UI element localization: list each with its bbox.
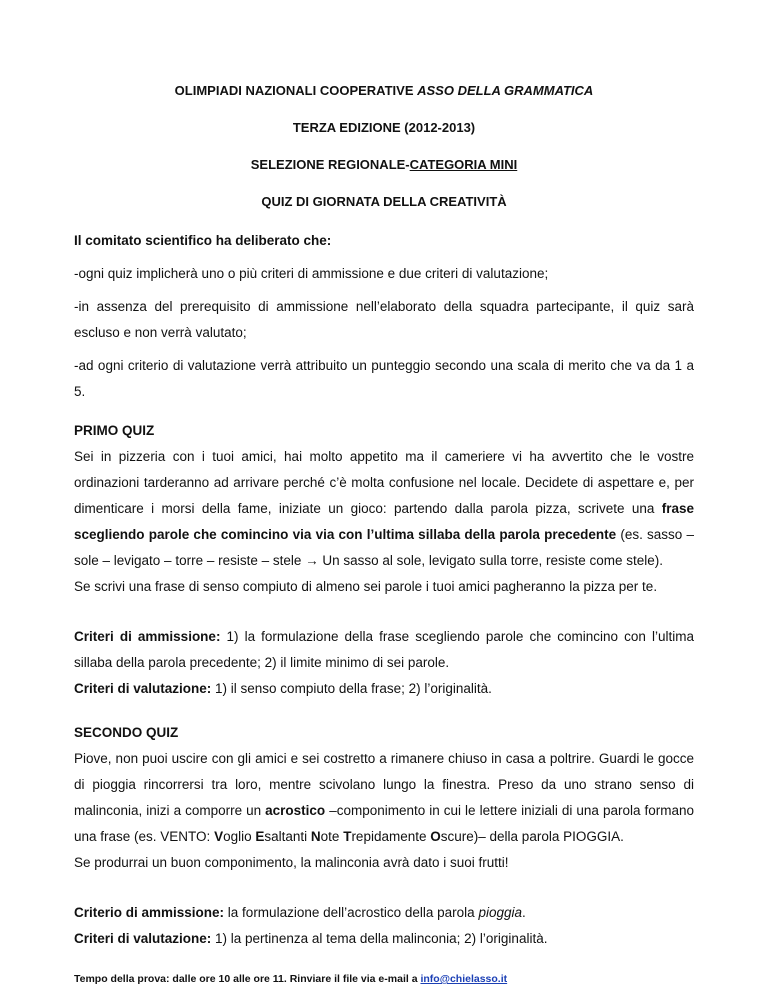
- acrostic-rest: ote: [320, 829, 344, 844]
- acrostic-cap: O: [430, 829, 441, 844]
- acrostic-cap: N: [310, 829, 321, 844]
- acrostic-rest: saltanti: [264, 829, 311, 844]
- quiz1-text-example: (es. sasso – sole – levigato – torre – resiste – stele → Un sasso al sole, levigato sulla torre, resiste come stele).: [74, 527, 695, 568]
- quiz2-admission-label: Criterio di ammissione:: [74, 905, 225, 920]
- quiz1-admission-label: Criteri di ammissione:: [74, 629, 221, 644]
- title-quiz-day: QUIZ DI GIORNATA DELLA CREATIVITÀ: [261, 194, 507, 209]
- document-page: [74, 78, 694, 992]
- quiz1-text-bold: frase scegliendo parole che comincino via via con l’ultima sillaba della parola precedente: [74, 501, 694, 542]
- quiz2-admission-italic: pioggia: [478, 905, 522, 920]
- rule-1: -ogni quiz implicherà uno o più criteri di ammissione e due criteri di valutazione;: [74, 266, 549, 281]
- quiz1-text-part: Sei in pizzeria con i tuoi amici, hai molto appetito ma il cameriere vi ha avvertito che le vostre ordinazioni tarderanno ad arrivare perché c’è molta confusione nel locale. Decidete di aspettare e, per dimenticare i morsi della fame, iniziate un gioco: partendo dalla parola pizza, scrivete una: [74, 449, 694, 516]
- quiz2-closing: Se produrrai un buon componimento, la malinconia avrà dato i suoi frutti!: [74, 855, 509, 870]
- quiz1-admission: [74, 624, 694, 676]
- acrostic-rest: oglio: [223, 829, 256, 844]
- category-text: CATEGORIA MINI: [409, 157, 518, 172]
- selection-text: SELEZIONE REGIONALE-: [250, 157, 410, 172]
- acrostic-rest: scure: [440, 829, 474, 844]
- quiz2-title: SECONDO QUIZ: [74, 725, 179, 740]
- quiz1-evaluation-text: 1) il senso compiuto della frase; 2) l’originalità.: [211, 681, 492, 696]
- quiz1-evaluation-label: Criteri di valutazione:: [74, 681, 212, 696]
- quiz2-evaluation: [74, 926, 694, 952]
- quiz2-text-part2: –componimento in cui le lettere iniziali di una parola formano una frase (es. VENTO:: [74, 803, 695, 844]
- footer-text: Tempo della prova: dalle ore 10 alle ore 11. Rinviare il file via e-mail a: [74, 973, 421, 985]
- quiz2-text-bold: acrostico: [265, 803, 326, 818]
- acrostic-cap: E: [255, 829, 265, 844]
- title-selection: [74, 152, 694, 178]
- quiz2-text-part: Piove, non puoi uscire con gli amici e sei costretto a rimanere chiuso in casa a poltrire. Guardi le gocce di pioggia rincorrersi tra loro, mentre scivolano lungo la finestra. Preso da uno strano senso di malinconia, inizi a comporre un: [74, 751, 694, 818]
- quiz1-evaluation: [74, 676, 694, 702]
- title-italic-text: ASSO DELLA GRAMMATICA: [417, 83, 594, 98]
- quiz1-reward: Se scrivi una frase di senso compiuto di almeno sei parole i tuoi amici pagheranno la pizza per te.: [74, 579, 658, 594]
- quiz1-title: PRIMO QUIZ: [74, 423, 155, 438]
- title-text: OLIMPIADI NAZIONALI COOPERATIVE: [174, 83, 418, 98]
- acrostic-cap: V: [214, 829, 224, 844]
- quiz2-evaluation-label: Criteri di valutazione:: [74, 931, 212, 946]
- quiz2-evaluation-text: 1) la pertinenza al tema della malinconia; 2) l’originalità.: [211, 931, 548, 946]
- title-edition: TERZA EDIZIONE (2012-2013): [292, 120, 476, 135]
- quiz2-admission-text: la formulazione dell’acrostico della parola: [224, 905, 479, 920]
- quiz1-text: [74, 444, 694, 574]
- acrostic-cap: T: [343, 829, 352, 844]
- footer-note: [74, 966, 694, 992]
- email-link[interactable]: info@chielasso.it: [420, 973, 508, 985]
- rule-3: -ad ogni criterio di valutazione verrà attribuito un punteggio secondo una scala di merito che va da 1 a 5.: [74, 358, 694, 399]
- acrostic-rest: repidamente: [351, 829, 431, 844]
- quiz2-text-end: )– della parola PIOGGIA.: [473, 829, 624, 844]
- quiz2-admission: [74, 900, 694, 926]
- quiz2-text: [74, 746, 694, 850]
- title-competition: [74, 78, 694, 104]
- quiz2-admission-end: .: [521, 905, 526, 920]
- rule-2: -in assenza del prerequisito di ammissione nell’elaborato della squadra partecipante, il quiz sarà escluso e non verrà valutato;: [74, 299, 694, 340]
- quiz1-admission-text: 1) la formulazione della frase scegliendo parole che comincino con l’ultima sillaba della parola precedente; 2) il limite minimo di sei parole.: [74, 629, 694, 670]
- intro-heading: Il comitato scientifico ha deliberato che:: [74, 233, 332, 248]
